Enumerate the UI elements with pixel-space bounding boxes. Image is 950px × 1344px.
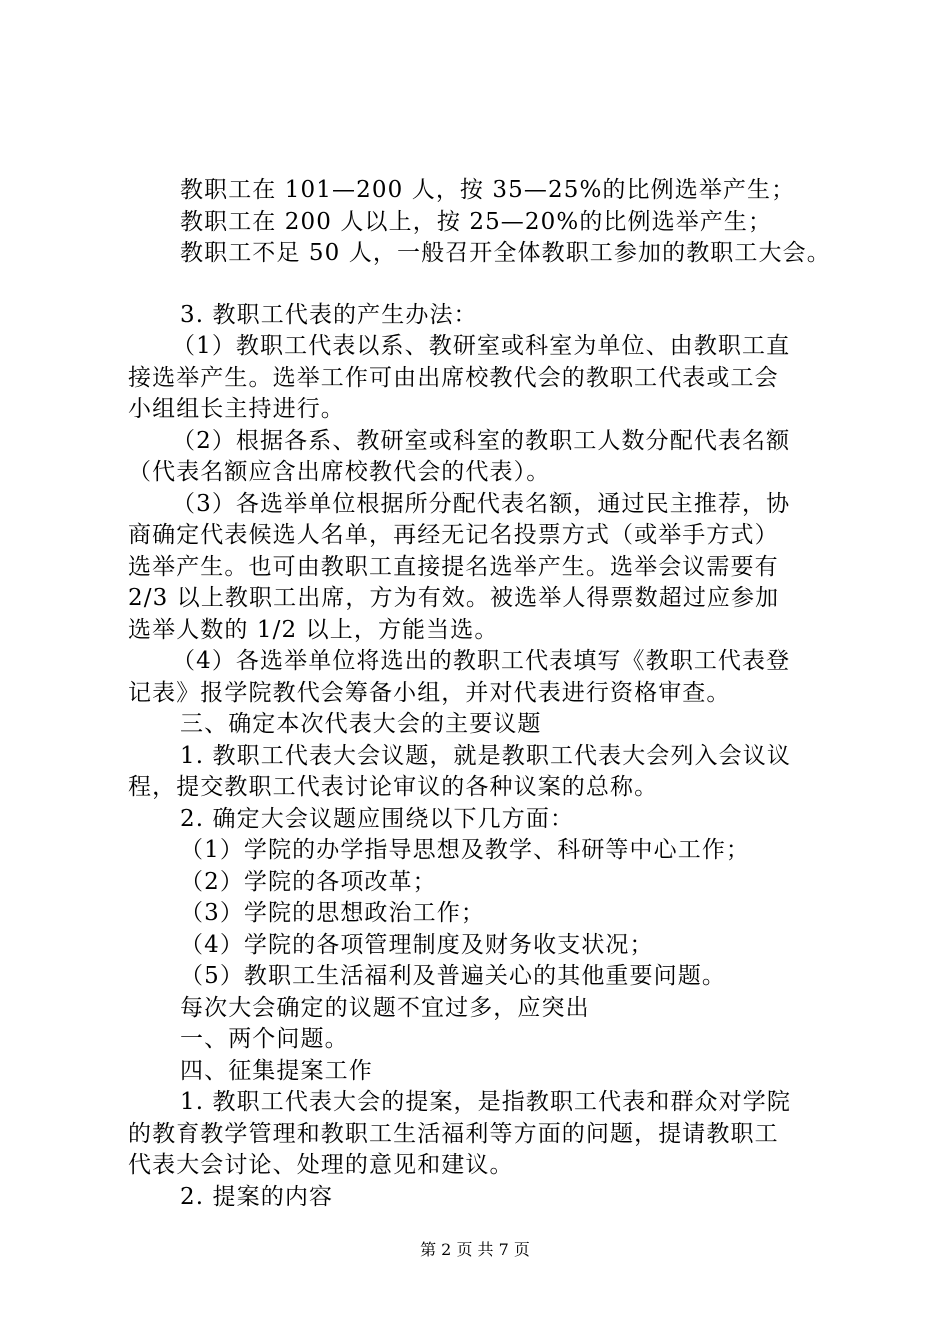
text-line: 1. 教职工代表大会议题，就是教职工代表大会列入会议议 <box>180 742 791 769</box>
list-item: （3）学院的思想政治工作； <box>180 900 485 926</box>
text-line: 教职工在 101—200 人，按 35—25%的比例选举产生； <box>180 177 796 203</box>
text-line: 接选举产生。选举工作可由出席校教代会的教职工代表或工会 <box>128 364 779 391</box>
text-line: 选举产生。也可由教职工直接提名选举产生。选举会议需要有 <box>128 553 779 580</box>
text-line: 2/3 以上教职工出席，方为有效。被选举人得票数超过应参加 <box>128 585 780 611</box>
text-line: 教职工在 200 人以上，按 25—20%的比例选举产生； <box>180 208 773 235</box>
list-item: （4）学院的各项管理制度及财务收支状况； <box>180 931 654 958</box>
text-line: 1. 教职工代表大会的提案，是指教职工代表和群众对学院 <box>180 1089 791 1115</box>
section-heading: 3. 教职工代表的产生办法： <box>180 301 478 328</box>
list-item: （2）学院的各项改革； <box>180 868 437 895</box>
text-line: 2. 提案的内容 <box>180 1183 334 1210</box>
text-line: （4）各选举单位将选出的教职工代表填写《教职工代表登 <box>172 648 791 674</box>
text-line: 教职工不足 50 人，一般召开全体教职工参加的教职工大会。 <box>180 240 831 266</box>
text-line: 商确定代表候选人名单，再经无记名投票方式（或举手方式） <box>128 522 779 548</box>
text-line: （代表名额应含出席校教代会的代表）。 <box>128 459 551 485</box>
text-line: 的教育教学管理和教职工生活福利等方面的问题，提请教职工 <box>128 1120 779 1147</box>
paragraph-gap <box>128 270 838 300</box>
text-line: （1）教职工代表以系、教研室或科室为单位、由教职工直 <box>172 333 791 359</box>
page-footer: 第 2 页 共 7 页 <box>420 1240 530 1259</box>
text-line: 每次大会确定的议题不宜过多，应突出 <box>180 994 590 1021</box>
text-line: 2. 确定大会议题应围绕以下几方面： <box>180 805 575 832</box>
text-line: （2）根据各系、教研室或科室的教职工人数分配代表名额 <box>172 427 791 454</box>
list-item: （1）学院的办学指导思想及教学、科研等中心工作； <box>180 837 751 863</box>
text-line: （3）各选举单位根据所分配代表名额，通过民主推荐，协 <box>172 490 791 517</box>
text-line: 记表》报学院教代会筹备小组，并对代表进行资格审查。 <box>128 679 731 706</box>
text-line: 程，提交教职工代表讨论审议的各种议案的总称。 <box>128 774 659 800</box>
text-line: 代表大会讨论、处理的意见和建议。 <box>128 1152 514 1178</box>
text-line: 小组组长主持进行。 <box>128 396 345 422</box>
text-line: 一、两个问题。 <box>180 1026 349 1052</box>
text-line: 选举人数的 1/2 以上，方能当选。 <box>128 616 499 643</box>
list-item: （5）教职工生活福利及普遍关心的其他重要问题。 <box>180 963 726 989</box>
section-heading: 四、征集提案工作 <box>180 1057 373 1084</box>
document-body <box>128 175 838 1213</box>
section-heading: 三、确定本次代表大会的主要议题 <box>180 711 542 737</box>
